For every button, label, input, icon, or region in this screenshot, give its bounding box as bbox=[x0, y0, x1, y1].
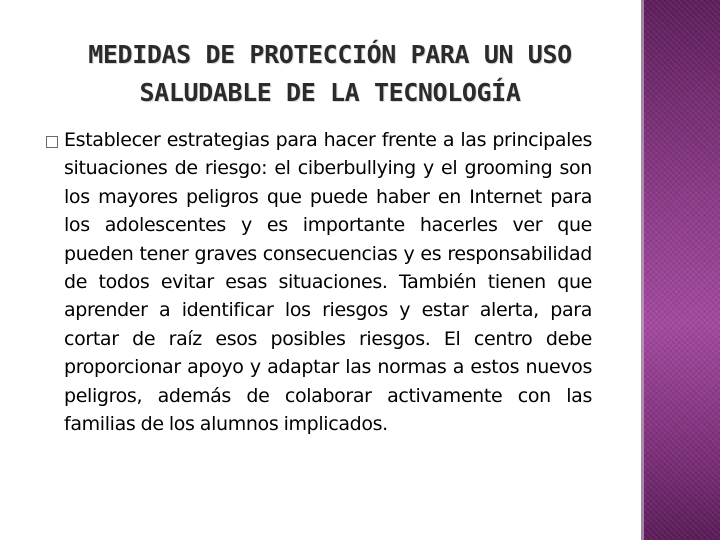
bullet-item bbox=[40, 126, 592, 438]
side-band-edge bbox=[641, 0, 644, 540]
bullet-list bbox=[40, 126, 592, 438]
decorative-side-band bbox=[641, 0, 720, 540]
slide-title: MEDIDAS DE PROTECCIÓN PARA UN USO SALUDABLE DE LA TECNOLOGÍA bbox=[88, 40, 572, 107]
square-bullet-icon bbox=[46, 136, 58, 148]
bullet-text: Establecer estrategias para hacer frente a las principales situaciones de riesgo: el ciberbullying y el grooming son los mayores peligros que puede haber en Internet para los adolescentes y es importante hacerles ver que pueden tener graves consecuencias y es responsabilidad de todos evitar esas situaciones. También tienen que aprender a identificar los riesgos y estar alerta, para cortar de raíz esos posibles riesgos. El centro debe proporcionar apoyo y adaptar las normas a estos nuevos peligros, además de colaborar activamente con las familias de los alumnos implicados. bbox=[64, 129, 592, 436]
